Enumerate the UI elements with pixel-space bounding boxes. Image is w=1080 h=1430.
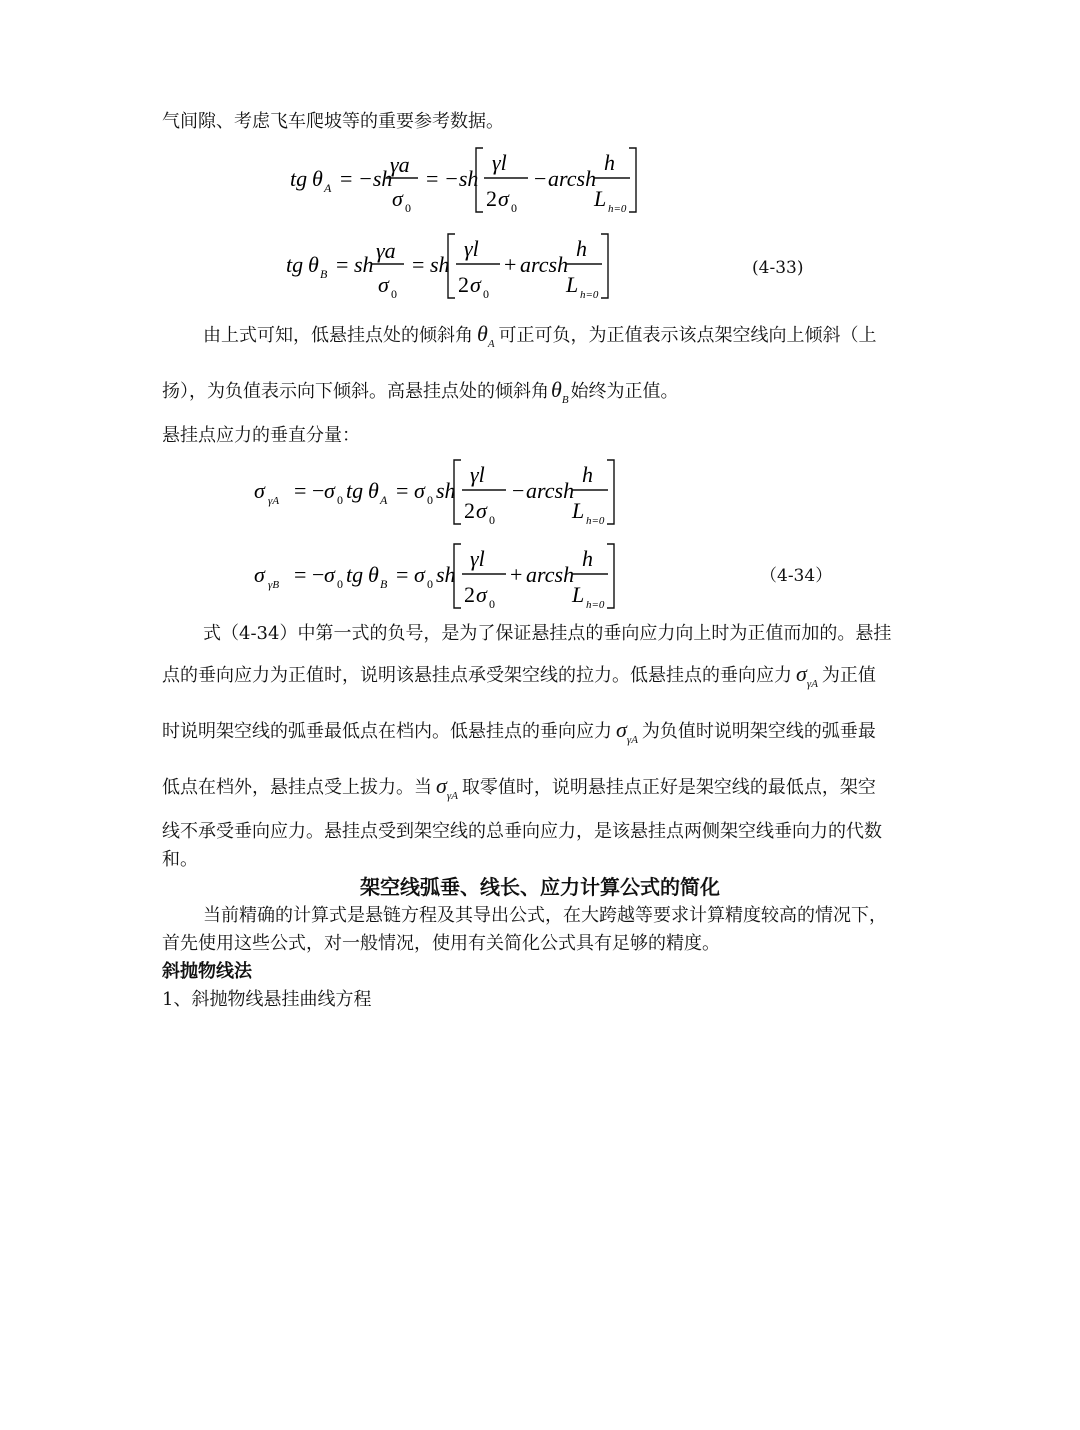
term-minus: − [534,166,547,191]
term-sh: sh [436,478,456,503]
paragraph-theta-line-1 [203,322,877,356]
term-sub-zero: 0 [391,287,397,301]
term-sub-zero: 0 [511,201,517,215]
term-gamma-l: γl [464,236,479,261]
symbol-sub-a: A [487,338,495,350]
term-sigma: σ [476,498,487,523]
term-minus: − [512,478,525,503]
text-segment: 取零值时，说明悬挂点正好是架空线的最低点，架空 [461,777,876,798]
term-tg: tg [286,252,304,277]
term-sigma: σ [324,478,335,503]
section-heading: 架空线弧垂、线长、应力计算公式的简化 [360,875,720,899]
paragraph-stress-line-4 [162,774,876,808]
term-tg: tg [346,478,364,503]
term-sigma: σ [498,186,509,211]
term-arcsh: arcsh [548,166,597,191]
symbol-theta: θ [477,321,488,346]
paragraph-theta-line-2 [162,378,679,412]
term-gamma-a: γa [390,152,410,177]
term-eq: = [396,562,409,587]
right-bracket [601,234,608,298]
term-l: L [572,582,585,607]
subsection-heading: 斜抛物线法 [162,961,252,982]
term-arcsh: arcsh [526,562,575,587]
term-two: 2 [464,498,475,523]
symbol-theta-b [551,377,569,406]
symbol-sub-b: B [561,394,569,406]
term-sigma: σ [254,562,265,587]
term-theta: θ [312,166,323,191]
text-segment: 为正值 [821,665,876,686]
paragraph-vertical-component: 悬挂点应力的垂直分量： [162,425,360,446]
formula-sigma-gamma-a [248,452,628,532]
term-sub-b: B [320,267,328,281]
term-sub-gamma-a: γA [268,495,280,507]
term-sub-h0: h=0 [586,599,605,611]
term-gamma-a: γa [376,238,396,263]
text-segment: 可正可负，为正值表示该点架空线向上倾斜（上 [498,325,877,346]
term-sub-zero: 0 [489,597,495,611]
term-arcsh: arcsh [526,478,575,503]
formula-tg-theta-a [280,140,660,220]
term-minus: − [312,478,325,503]
text-segment: 由上式可知，低悬挂点处的倾斜角 [203,325,473,346]
term-eq: = [294,562,307,587]
term-eq: = [340,166,353,191]
term-sigma: σ [392,186,403,211]
term-sub-zero: 0 [427,577,433,591]
term-h: h [604,150,615,175]
term-tg: tg [346,562,364,587]
term-sub-zero: 0 [337,577,343,591]
paragraph-simplify-line-2: 首先使用这些公式，对一般情况，使用有关简化公式具有足够的精度。 [162,933,720,954]
term-sh: sh [436,562,456,587]
text-segment: 低点在档外，悬挂点受上拔力。当 [162,777,432,798]
text-segment: 扬），为负值表示向下倾斜。高悬挂点处的倾斜角 [162,381,549,402]
term-arcsh: arcsh [520,252,569,277]
term-eq: = [412,252,425,277]
term-minus: − [312,562,325,587]
paragraph-intro-line: 气间隙、考虑飞车爬坡等的重要参考数据。 [162,111,504,132]
term-sigma: σ [414,562,425,587]
term-gamma-l: γl [470,462,485,487]
term-sub-h0: h=0 [580,289,599,301]
symbol-sigma-gamma-a [436,773,458,802]
equation-number-4-34: （4-34） [760,566,833,586]
symbol-sigma-gamma-a [796,661,818,690]
term-two: 2 [464,582,475,607]
term-l: L [572,498,585,523]
paragraph-stress-line-3 [162,718,876,752]
term-sub-h0: h=0 [586,515,605,527]
symbol-sub-gamma-a: γA [806,678,818,690]
term-eq: = [396,478,409,503]
term-sigma: σ [414,478,425,503]
right-bracket [607,460,614,524]
paragraph-simplify-line-1: 当前精确的计算式是悬链方程及其导出公式，在大跨越等要求计算精度较高的情况下， [203,905,887,926]
symbol-theta: θ [551,377,562,402]
right-bracket [629,148,636,212]
term-sub-a: A [324,181,332,195]
equation-number-4-33: (4-33) [752,258,804,278]
term-sub-zero: 0 [427,493,433,507]
symbol-sigma: σ [436,773,447,798]
term-l: L [594,186,607,211]
term-theta: θ [308,252,319,277]
term-gamma-l: γl [470,546,485,571]
text-segment: 为负值时说明架空线的弧垂最 [641,721,876,742]
list-item-1: 1、斜抛物线悬挂曲线方程 [162,989,372,1010]
symbol-theta-a [477,321,495,350]
paragraph-stress-line-5: 线不承受垂向应力。悬挂点受到架空线的总垂向应力，是该悬挂点两侧架空线垂向力的代数 [162,821,882,842]
term-sh: sh [354,252,374,277]
term-sigma: σ [378,272,389,297]
symbol-sub-gamma-a: γA [446,790,458,802]
symbol-sigma: σ [796,661,807,686]
symbol-sigma: σ [616,717,627,742]
term-sigma: σ [254,478,265,503]
term-sub-h0: h=0 [608,203,627,215]
term-gamma-l: γl [492,150,507,175]
term-sub-b: B [380,577,388,591]
text-segment: 时说明架空线的弧垂最低点在档内。低悬挂点的垂向应力 [162,721,612,742]
term-h: h [582,546,593,571]
term-eq: = [426,166,439,191]
formula-sigma-gamma-b [248,536,628,616]
term-sigma: σ [476,582,487,607]
term-sigma: σ [324,562,335,587]
term-h: h [576,236,587,261]
symbol-sub-gamma-a: γA [626,734,638,746]
paragraph-stress-line-1: 式（4-34）中第一式的负号，是为了保证悬挂点的垂向应力向上时为正值而加的。悬挂 [203,623,892,644]
term-sub-zero: 0 [489,513,495,527]
paragraph-stress-line-2 [162,662,876,696]
term-plus: + [510,562,523,587]
term-theta: θ [368,562,379,587]
symbol-sigma-gamma-a [616,717,638,746]
term-tg: tg [290,166,308,191]
formula-tg-theta-b [280,226,640,306]
term-neg-sh: −sh [358,166,393,191]
term-neg-sh: −sh [444,166,479,191]
term-l: L [566,272,579,297]
term-plus: + [504,252,517,277]
term-eq: = [336,252,349,277]
right-bracket [607,544,614,608]
term-sh: sh [430,252,450,277]
term-sub-zero: 0 [483,287,489,301]
term-two: 2 [486,186,497,211]
term-sub-zero: 0 [405,201,411,215]
text-segment: 点的垂向应力为正值时，说明该悬挂点承受架空线的拉力。低悬挂点的垂向应力 [162,665,792,686]
term-sub-a: A [380,493,388,507]
term-sub-gamma-b: γB [268,579,280,591]
term-h: h [582,462,593,487]
text-segment: 始终为正值。 [570,381,679,402]
term-two: 2 [458,272,469,297]
term-theta: θ [368,478,379,503]
term-sigma: σ [470,272,481,297]
term-eq: = [294,478,307,503]
term-sub-zero: 0 [337,493,343,507]
paragraph-stress-line-6: 和。 [162,849,198,870]
